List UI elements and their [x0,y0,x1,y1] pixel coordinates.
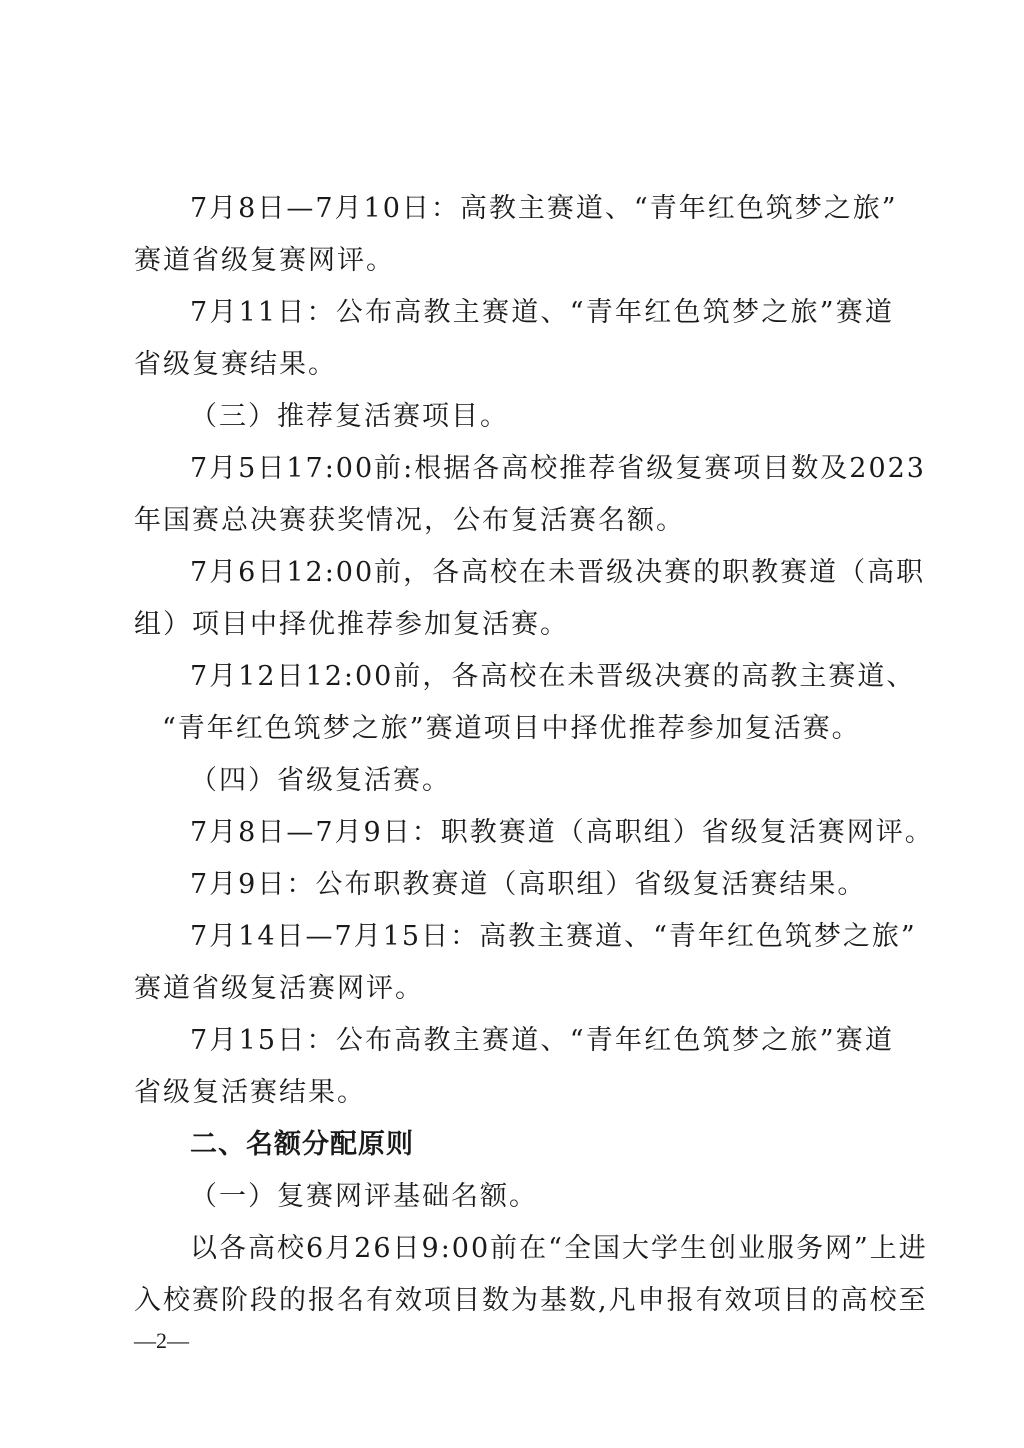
paragraph-line: 7月9日：公布职教赛道（高职组）省级复活赛结果。 [190,869,867,900]
section-heading: （一）复赛网评基础名额。 [190,1181,538,1212]
paragraph-line: “青年红色筑梦之旅”赛道项目中择优推荐参加复活赛。 [162,713,861,744]
paragraph-line: 年国赛总决赛获奖情况，公布复活赛名额。 [134,505,685,536]
paragraph-line: 7月12日12:00前，各高校在未晋级决赛的高教主赛道、 [190,661,916,692]
paragraph-line: 赛道省级复赛网评。 [134,245,395,276]
chapter-heading: 二、名额分配原则 [190,1129,414,1160]
paragraph-line: 省级复赛结果。 [134,349,337,380]
paragraph-line: 赛道省级复活赛网评。 [134,973,424,1004]
paragraph-line: 省级复活赛结果。 [134,1077,366,1108]
section-heading: （四）省级复活赛。 [190,765,451,796]
paragraph-line: 入校赛阶段的报名有效项目数为基数,凡申报有效项目的高校至 [134,1285,928,1316]
section-heading: （三）推荐复活赛项目。 [190,401,509,432]
paragraph-line: 7月15日：公布高教主赛道、“青年红色筑梦之旅”赛道 [190,1025,894,1056]
document-body [134,183,934,1327]
paragraph-line: 7月8日—7月9日：职教赛道（高职组）省级复活赛网评。 [190,817,934,848]
paragraph-line: 7月14日—7月15日：高教主赛道、“青年红色筑梦之旅” [190,921,917,952]
paragraph-line: 7月11日：公布高教主赛道、“青年红色筑梦之旅”赛道 [190,297,894,328]
page-number: —2— [134,1328,189,1353]
paragraph-line: 7月5日17:00前:根据各高校推荐省级复赛项目数及2023 [190,453,926,484]
paragraph-line: 以各高校6月26日9:00前在“全国大学生创业服务网”上进 [190,1233,928,1264]
paragraph-line: 7月8日—7月10日：高教主赛道、“青年红色筑梦之旅” [190,193,898,224]
paragraph-line: 7月6日12:00前，各高校在未晋级决赛的职教赛道（高职 [190,557,926,588]
paragraph-line: 组）项目中择优推荐参加复活赛。 [134,609,569,640]
